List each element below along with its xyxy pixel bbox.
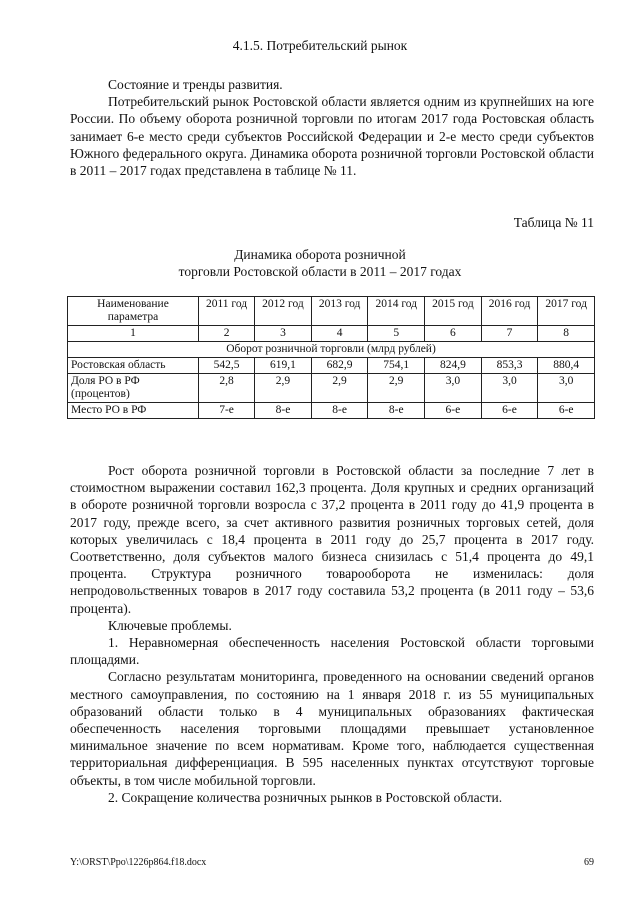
table-row <box>68 403 595 419</box>
body-paragraph: 2. Сокращение количества розничных рынков в Ростовской области. <box>108 789 503 805</box>
table-cell: 3,0 <box>481 374 538 403</box>
table-header-cell: 2013 год <box>311 297 368 326</box>
retail-turnover-table <box>67 296 595 419</box>
table-header-cell: 2016 год <box>481 297 538 326</box>
table-cell-param: Доля РО в РФ (процентов) <box>68 374 199 403</box>
body-paragraph: Ключевые проблемы. <box>108 617 232 633</box>
table-cell: 8-е <box>311 403 368 419</box>
table-cell: 3,0 <box>425 374 482 403</box>
column-number-cell: 8 <box>538 326 595 342</box>
table-cell: 6-е <box>481 403 538 419</box>
table-cell: 6-е <box>538 403 595 419</box>
body-paragraph: Согласно результатам мониторинга, проведенного на основании сведений органов местного самоуправления, по состоянию на 1 января 2018 г. из 55 муниципальных образований области только в 4 муниципальных образованиях фактическая обеспеченность населения торговыми площадями превышает установленное минимальное значение по всем нормативам. Кроме того, наблюдается существенная территориальная дифференциация. В 595 населенных пунктах отсутствуют торговые объекты, в том числе мобильной торговли. <box>70 669 594 788</box>
table-header-cell: 2017 год <box>538 297 595 326</box>
table-cell-param: Ростовская область <box>68 358 199 374</box>
table-cell: 853,3 <box>481 358 538 374</box>
table-header-cell: Наименование параметра <box>68 297 199 326</box>
table-cell: 682,9 <box>311 358 368 374</box>
table-row <box>68 374 595 403</box>
section-heading: 4.1.5. Потребительский рынок <box>232 38 408 53</box>
body-paragraph: 1. Неравномерная обеспеченность населения Ростовской области торговыми площадями. <box>70 635 594 668</box>
table-header-row <box>68 297 595 326</box>
table-cell: 2,8 <box>199 374 255 403</box>
table-cell: 2,9 <box>368 374 425 403</box>
table-title-line: торговли Ростовской области в 2011 – 2017 годах <box>178 264 462 279</box>
column-number-cell: 5 <box>368 326 425 342</box>
footer-file-path: Y:\ORST\Ppo\1226p864.f18.docx <box>70 857 207 868</box>
table-subheader-cell: Оборот розничной торговли (млрд рублей) <box>68 342 595 358</box>
table-subheader-row <box>68 342 595 358</box>
column-number-cell: 1 <box>68 326 199 342</box>
table-cell: 542,5 <box>199 358 255 374</box>
table-header-cell: 2012 год <box>255 297 312 326</box>
table-header-cell: 2011 год <box>199 297 255 326</box>
table-header-cell: 2014 год <box>368 297 425 326</box>
column-number-cell: 7 <box>481 326 538 342</box>
column-number-cell: 6 <box>425 326 482 342</box>
table-row <box>68 358 595 374</box>
table-cell: 3,0 <box>538 374 595 403</box>
table-cell: 7-е <box>199 403 255 419</box>
intro-text <box>70 76 594 179</box>
table-cell: 2,9 <box>255 374 312 403</box>
column-number-cell: 4 <box>311 326 368 342</box>
table-cell: 880,4 <box>538 358 595 374</box>
table-cell: 8-е <box>368 403 425 419</box>
column-number-cell: 3 <box>255 326 312 342</box>
table-cell: 824,9 <box>425 358 482 374</box>
table-cell: 8-е <box>255 403 312 419</box>
table-title-line: Динамика оборота розничной <box>234 247 406 262</box>
table-cell: 619,1 <box>255 358 312 374</box>
page-number: 69 <box>584 857 594 868</box>
column-number-cell: 2 <box>199 326 255 342</box>
table-number-row <box>68 326 595 342</box>
table-cell: 6-е <box>425 403 482 419</box>
table-cell: 2,9 <box>311 374 368 403</box>
body-text <box>70 462 594 806</box>
table-cell: 754,1 <box>368 358 425 374</box>
intro-paragraph: Состояние и тренды развития. <box>108 77 283 92</box>
body-paragraph: Рост оборота розничной торговли в Ростовской области за последние 7 лет в стоимостном выражении составил 162,3 процента. Доля крупных и средних организаций в обороте розничной торговли возросла с 37,2 процента в 2011 году до 41,9 процента в 2017 году, прежде всего, за счет активного развития розничных торговых сетей, доля которых увеличилась с 18,4 процента в 2011 году до 25,7 процента в 2017 году. Соответственно, доля субъектов малого бизнеса снизилась с 51,4 процента до 49,1 процента. Структура розничного товарооборота не изменилась: доля непродовольственных товаров в 2017 году составила 53,2 процента (в 2011 году – 53,6 процента). <box>70 463 594 616</box>
table-header-cell: 2015 год <box>425 297 482 326</box>
table-title <box>0 246 640 280</box>
table-label: Таблица № 11 <box>513 215 594 230</box>
table-cell-param: Место РО в РФ <box>68 403 199 419</box>
intro-paragraph: Потребительский рынок Ростовской области является одним из крупнейших на юге России. По объему оборота розничной торговли по итогам 2017 года Ростовская область занимает 6-е место среди субъектов Российской Федерации и 2-е место среди субъектов Южного федерального округа. Динамика оборота розничной торговли Ростовской области в 2011 – 2017 годах представлена в таблице № 11. <box>70 94 594 179</box>
